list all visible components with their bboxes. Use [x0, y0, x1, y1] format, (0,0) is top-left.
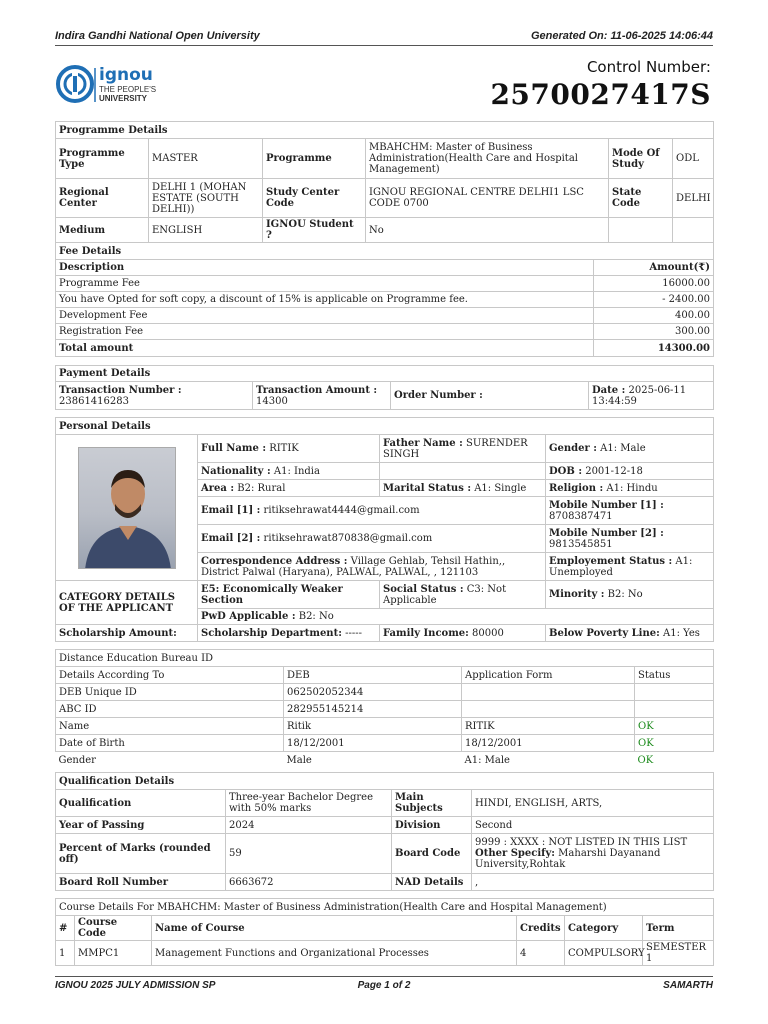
- footer-left: IGNOU 2025 JULY ADMISSION SP: [55, 980, 216, 991]
- page-footer: [55, 980, 713, 994]
- label: Qualification: [56, 790, 226, 817]
- logo-wordmark: ignou: [99, 65, 153, 85]
- total-amount: 14300.00: [594, 340, 714, 357]
- fee-desc: Development Fee: [56, 308, 594, 324]
- minority: Minority : B2: No: [546, 581, 714, 609]
- deb-header: Status: [635, 667, 714, 684]
- deb-header: Details According To: [56, 667, 284, 684]
- order-number: Order Number :: [391, 382, 589, 410]
- course-header: #: [56, 916, 75, 941]
- status-ok: OK: [635, 735, 714, 752]
- religion: Religion : A1: Hindu: [546, 480, 714, 497]
- social-status: Social Status : C3: Not Applicable: [380, 581, 546, 609]
- email-2: Email [2] : ritiksehrawat870838@gmail.com: [198, 525, 546, 553]
- course-details-table: [55, 898, 714, 966]
- fee-amount-header: Amount(₹): [594, 260, 714, 276]
- payment-date: Date : 2025-06-11 13:44:59: [589, 382, 714, 410]
- division: Second: [472, 817, 714, 834]
- section-title: Personal Details: [56, 418, 714, 435]
- control-number-label: Control Number:: [586, 58, 711, 76]
- logo-line2: UNIVERSITY: [99, 94, 148, 103]
- table-row: 1 MMPC1 Management Functions and Organizational Processes 4 COMPULSORY SEMESTER 1: [56, 941, 714, 966]
- nad-details: ,: [472, 874, 714, 891]
- deb-header: Application Form: [462, 667, 635, 684]
- fee-amount: - 2400.00: [594, 292, 714, 308]
- page-header: [55, 30, 713, 44]
- label: Board Code: [392, 834, 472, 874]
- area: Area : B2: Rural: [198, 480, 380, 497]
- payment-details-table: [55, 365, 714, 410]
- status-ok: OK: [637, 754, 654, 766]
- section-title: Qualification Details: [56, 773, 714, 790]
- footer-right: SAMARTH: [663, 980, 713, 991]
- fee-desc: You have Opted for soft copy, a discount of 15% is applicable on Programme fee.: [56, 292, 594, 308]
- generated-on: Generated On: 11-06-2025 14:06:44: [531, 30, 713, 42]
- full-name: Full Name : RITIK: [198, 435, 380, 463]
- page-number: Page 1 of 2: [357, 980, 411, 991]
- programme-name: MBAHCHM: Master of Business Administration(Health Care and Hospital Management): [366, 139, 609, 179]
- course-header: Name of Course: [152, 916, 517, 941]
- table-row: ABC ID 282955145214: [56, 701, 714, 718]
- section-title: Fee Details: [56, 243, 714, 260]
- deb-header: DEB: [284, 667, 462, 684]
- fee-amount: 400.00: [594, 308, 714, 324]
- dob: DOB : 2001-12-18: [546, 463, 714, 480]
- person-photo-icon: [79, 448, 176, 569]
- table-row: DEB Unique ID 062502052344: [56, 684, 714, 701]
- ews-category: E5: Economically Weaker Section: [198, 581, 380, 609]
- label: Main Subjects: [392, 790, 472, 817]
- label: Division: [392, 817, 472, 834]
- control-number-block: [490, 58, 711, 111]
- mobile-2: Mobile Number [2] : 9813545851: [546, 525, 714, 553]
- deb-table: [55, 649, 714, 769]
- section-title: Course Details For MBAHCHM: Master of Business Administration(Health Care and Hospital Management): [56, 899, 714, 916]
- study-center-code: IGNOU REGIONAL CENTRE DELHI1 LSC CODE 0700: [366, 179, 609, 218]
- ignou-student: No: [366, 218, 609, 243]
- label: NAD Details: [392, 874, 472, 891]
- programme-type: MASTER: [149, 139, 263, 179]
- fee-amount: 16000.00: [594, 276, 714, 292]
- correspondence-address: Correspondence Address : Village Gehlab, Tehsil Hathin,, District Palwal (Haryana), PALWAL, PALWAL, , 121103: [198, 553, 546, 581]
- section-title: Payment Details: [56, 366, 714, 382]
- regional-center: DELHI 1 (MOHAN ESTATE (SOUTH DELHI)): [149, 179, 263, 218]
- section-title: Distance Education Bureau ID: [56, 650, 714, 667]
- medium: ENGLISH: [149, 218, 263, 243]
- gender: Gender : A1: Male: [546, 435, 714, 463]
- category-details-label: CATEGORY DETAILS OF THE APPLICANT: [56, 581, 198, 625]
- fee-desc-header: Description: [56, 260, 594, 276]
- mode-of-study: ODL: [673, 139, 714, 179]
- state-code: DELHI: [673, 179, 714, 218]
- status-ok: OK: [635, 718, 714, 735]
- mobile-1: Mobile Number [1] : 8708387471: [546, 497, 714, 525]
- label: Medium: [56, 218, 149, 243]
- label: IGNOU Student ?: [263, 218, 366, 243]
- control-number: 2570027417S: [490, 78, 711, 111]
- qualification-table: [55, 772, 714, 891]
- board-roll-number: 6663672: [226, 874, 392, 891]
- section-title: Programme Details: [56, 122, 714, 139]
- table-row: Name Ritik RITIK OK: [56, 718, 714, 735]
- logo-line1: THE PEOPLE'S: [99, 85, 157, 94]
- course-header: Category: [565, 916, 643, 941]
- below-poverty-line: Below Poverty Line: A1: Yes: [546, 625, 714, 642]
- fee-desc: Registration Fee: [56, 324, 594, 340]
- nationality: Nationality : A1: India: [198, 463, 380, 480]
- scholarship-department: Scholarship Department: -----: [198, 625, 380, 642]
- employment-status: Employement Status : A1: Unemployed: [546, 553, 714, 581]
- course-header: Credits: [517, 916, 565, 941]
- label: Study Center Code: [263, 179, 366, 218]
- label: Mode Of Study: [609, 139, 673, 179]
- pwd-applicable: PwD Applicable : B2: No: [198, 609, 714, 625]
- total-label: Total amount: [56, 340, 594, 357]
- table-row: Date of Birth 18/12/2001 18/12/2001 OK: [56, 735, 714, 752]
- label: Year of Passing: [56, 817, 226, 834]
- applicant-photo: [78, 447, 176, 569]
- applicant-photo-cell: [56, 435, 198, 581]
- label: Percent of Marks (rounded off): [56, 834, 226, 874]
- university-name: Indira Gandhi National Open University: [55, 30, 260, 42]
- marital-status: Marital Status : A1: Single: [380, 480, 546, 497]
- personal-details-table: [55, 417, 714, 642]
- footer-rule: [55, 976, 713, 977]
- programme-details-table: [55, 121, 714, 243]
- label: State Code: [609, 179, 673, 218]
- percent-marks: 59: [226, 834, 392, 874]
- ignou-logo: [55, 62, 165, 106]
- course-header: Course Code: [75, 916, 152, 941]
- fee-details-table: [55, 242, 714, 357]
- email-1: Email [1] : ritiksehrawat4444@gmail.com: [198, 497, 546, 525]
- fee-desc: Programme Fee: [56, 276, 594, 292]
- transaction-number: Transaction Number : 23861416283: [56, 382, 253, 410]
- year-of-passing: 2024: [226, 817, 392, 834]
- ignou-emblem-icon: [55, 62, 165, 106]
- family-income: Family Income: 80000: [380, 625, 546, 642]
- father-name: Father Name : SURENDER SINGH: [380, 435, 546, 463]
- label: Regional Center: [56, 179, 149, 218]
- course-header: Term: [643, 916, 714, 941]
- fee-amount: 300.00: [594, 324, 714, 340]
- board-code: 9999 : XXXX : NOT LISTED IN THIS LIST Other Specify: Maharshi Dayanand University,Rohtak: [472, 834, 714, 874]
- transaction-amount: Transaction Amount : 14300: [253, 382, 391, 410]
- scholarship-amount: Scholarship Amount:: [56, 625, 198, 642]
- label: Programme: [263, 139, 366, 179]
- main-subjects: HINDI, ENGLISH, ARTS,: [472, 790, 714, 817]
- label: Board Roll Number: [56, 874, 226, 891]
- label: Programme Type: [56, 139, 149, 179]
- header-rule: [55, 45, 713, 46]
- qualification: Three-year Bachelor Degree with 50% marks: [226, 790, 392, 817]
- table-row: Gender Male A1: Male OK: [56, 752, 714, 769]
